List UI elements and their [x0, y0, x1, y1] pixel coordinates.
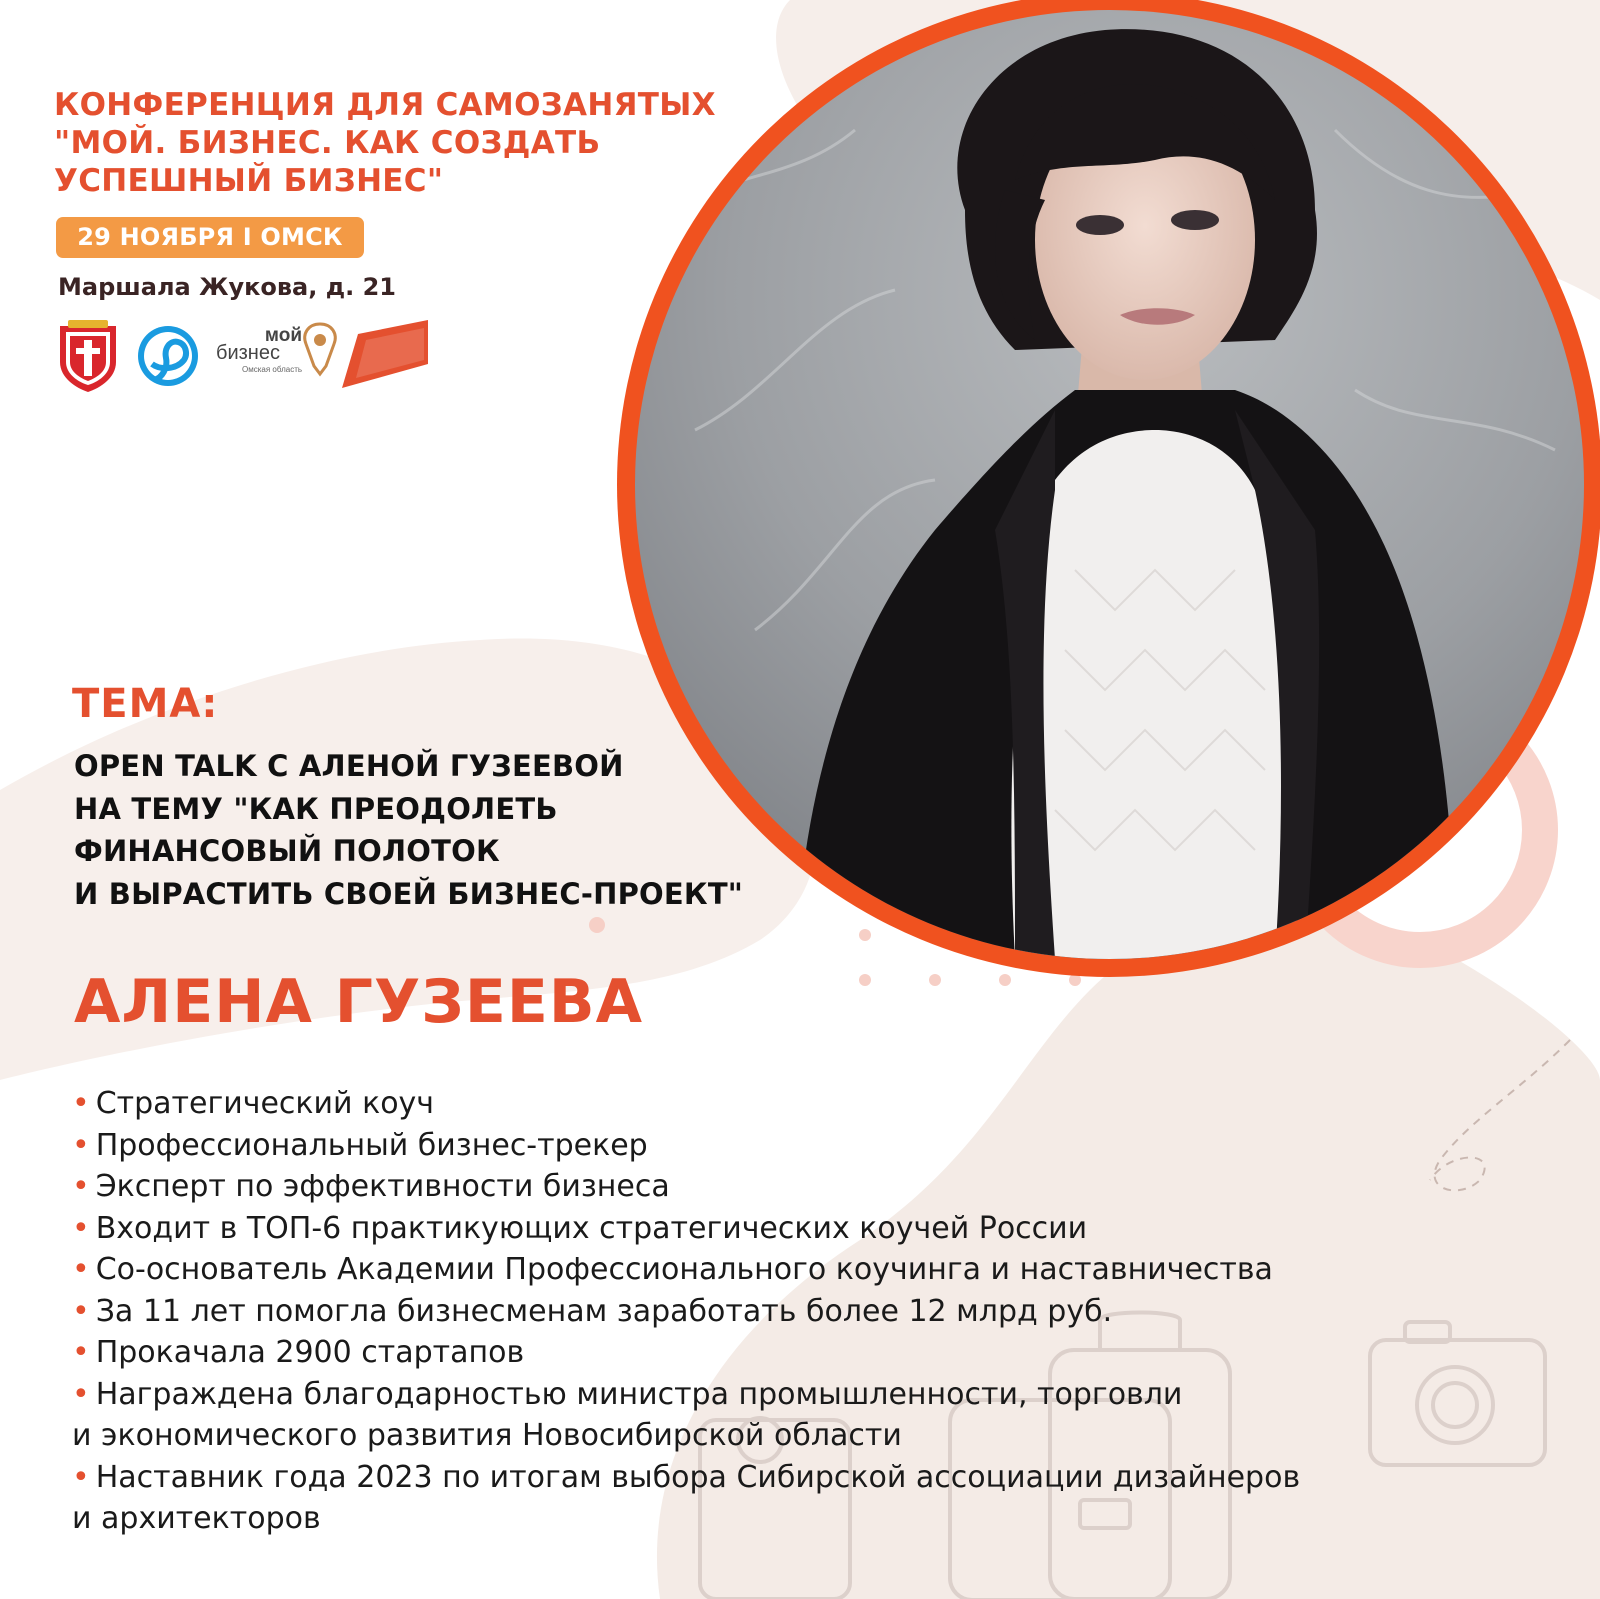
bio-item-text: Эксперт по эффективности бизнеса [95, 1169, 670, 1204]
bullet-icon: • [72, 1210, 90, 1246]
conference-title-line: КОНФЕРЕНЦИЯ ДЛЯ САМОЗАНЯТЫХ [54, 87, 716, 123]
bio-item [72, 1498, 1392, 1540]
topic-text [74, 745, 743, 915]
topic-line: НА ТЕМУ "КАК ПРЕОДОЛЕТЬ [74, 791, 558, 826]
moy-biznes-logo [216, 326, 306, 374]
date-place-badge: 29 НОЯБРЯ I ОМСК [56, 217, 364, 258]
moy-biznes-logo-sub: Омская область [242, 365, 303, 374]
topic-line: И ВЫРАСТИТЬ СВОЕЙ БИЗНЕС-ПРОЕКТ" [74, 876, 744, 911]
topic-label: ТЕМА: [72, 681, 219, 727]
topic-line: OPEN TALK С АЛЕНОЙ ГУЗЕЕВОЙ [74, 749, 624, 783]
bio-item [72, 1332, 1392, 1374]
bullet-icon: • [72, 1459, 90, 1495]
bullet-icon: • [72, 1169, 90, 1204]
omsk-coat-of-arms-logo [60, 320, 116, 392]
conference-title-line: УСПЕШНЫЙ БИЗНЕС" [54, 163, 444, 199]
bullet-icon: • [72, 1376, 90, 1412]
national-projects-logo [342, 320, 428, 388]
bullet-icon: • [72, 1335, 90, 1370]
moy-biznes-logo-top: мой [264, 325, 302, 346]
event-address: Маршала Жукова, д. 21 [58, 273, 396, 301]
speaker-bio-list [72, 1083, 1392, 1540]
bio-item [72, 1208, 1392, 1250]
bullet-icon: • [72, 1293, 90, 1329]
bio-item [72, 1249, 1392, 1291]
bio-item-text: и архитекторов [72, 1501, 321, 1536]
bio-item-text: Награждена благодарностью министра промышленности, торговли [95, 1376, 1183, 1412]
bio-item [72, 1374, 1392, 1416]
bio-item-text: и экономического развития Новосибирской области [72, 1418, 902, 1453]
fund-logo [138, 326, 198, 386]
moy-biznes-logo-mid: бизнес [216, 342, 280, 364]
conference-title-line: "МОЙ. БИЗНЕС. КАК СОЗДАТЬ [54, 125, 601, 161]
speaker-photo [635, 10, 1584, 959]
speaker-name: АЛЕНА ГУЗЕЕВА [74, 967, 644, 1037]
bio-item-text: Профессиональный бизнес-трекер [95, 1127, 648, 1163]
conference-title [54, 86, 774, 200]
bio-item-text: За 11 лет помогла бизнесменам заработать более 12 млрд руб. [95, 1293, 1113, 1329]
bullet-icon: • [72, 1127, 90, 1163]
bio-item-text: Входит в ТОП-6 практикующих стратегических коучей России [95, 1210, 1088, 1246]
bio-item [72, 1291, 1392, 1333]
bullet-icon: • [72, 1086, 90, 1121]
bio-item-text: Стратегический коуч [95, 1086, 435, 1121]
bio-item [72, 1415, 1392, 1457]
bio-item [72, 1457, 1392, 1499]
bio-item-text: Прокачала 2900 стартапов [95, 1335, 525, 1370]
partner-logos [56, 320, 436, 392]
bullet-icon: • [72, 1252, 90, 1287]
bio-item-text: Наставник года 2023 по итогам выбора Сибирской ассоциации дизайнеров [95, 1459, 1301, 1495]
bio-item [72, 1166, 1392, 1208]
bio-item-text: Со-основатель Академии Профессионального коучинга и наставничества [95, 1252, 1273, 1287]
moy-biznes-pin-icon [305, 324, 335, 374]
bio-item [72, 1125, 1392, 1167]
topic-line: ФИНАНСОВЫЙ ПОЛОТОК [74, 834, 500, 868]
bio-item [72, 1083, 1392, 1125]
